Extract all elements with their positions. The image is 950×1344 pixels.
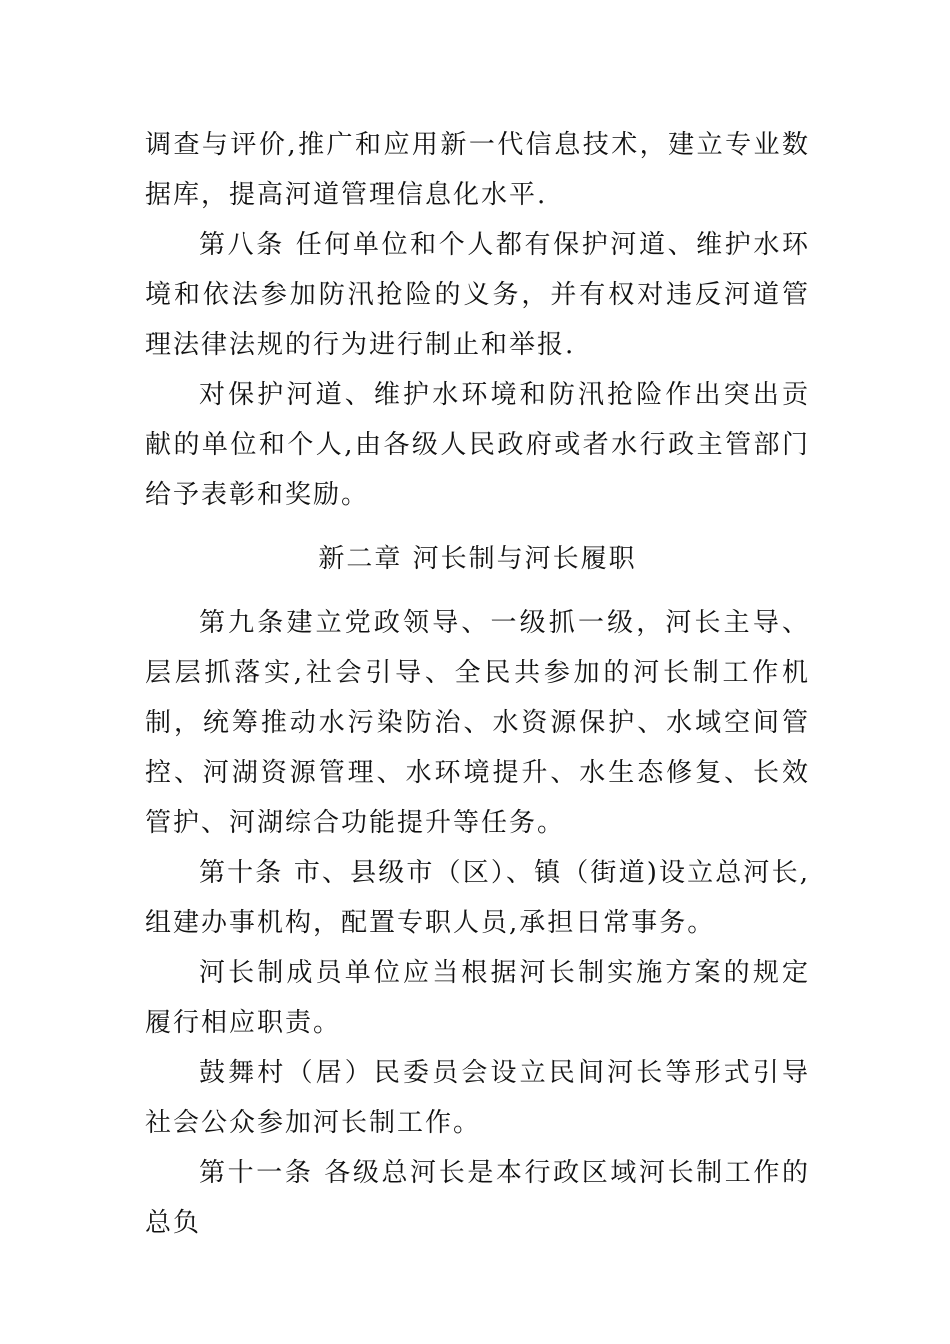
article-8: 第八条 任何单位和个人都有保护河道、维护水环境和依法参加防汛抢险的义务，并有权对违反河道管理法律法规的行为进行制止和举报. [145, 230, 810, 360]
article-10: 第十条 市、县级市（区）、镇（街道)设立总河长,组建办事机构，配置专职人员,承担日常事务。 [145, 858, 810, 938]
paragraph-continuation: 调查与评价,推广和应用新一代信息技术，建立专业数据库，提高河道管理信息化水平. [145, 130, 810, 210]
chapter-heading: 新二章 河长制与河长履职 [318, 544, 637, 574]
article-8-commendation: 对保护河道、维护水环境和防汛抢险作出突出贡献的单位和个人,由各级人民政府或者水行政主管部门给予表彰和奖励。 [145, 380, 810, 510]
article-10-member-units: 河长制成员单位应当根据河长制实施方案的规定履行相应职责。 [145, 958, 810, 1038]
article-9: 第九条建立党政领导、一级抓一级，河长主导、层层抓落实,社会引导、全民共参加的河长制工作机制，统筹推动水污染防治、水资源保护、水域空间管控、河湖资源管理、水环境提升、水生态修复、长效管护、河湖综合功能提升等任务。 [145, 608, 810, 838]
article-11: 第十一条 各级总河长是本行政区域河长制工作的总负 [145, 1158, 810, 1238]
article-10-village-committee: 鼓舞村（居）民委员会设立民间河长等形式引导社会公众参加河长制工作。 [145, 1058, 810, 1138]
document-body [145, 120, 810, 1248]
